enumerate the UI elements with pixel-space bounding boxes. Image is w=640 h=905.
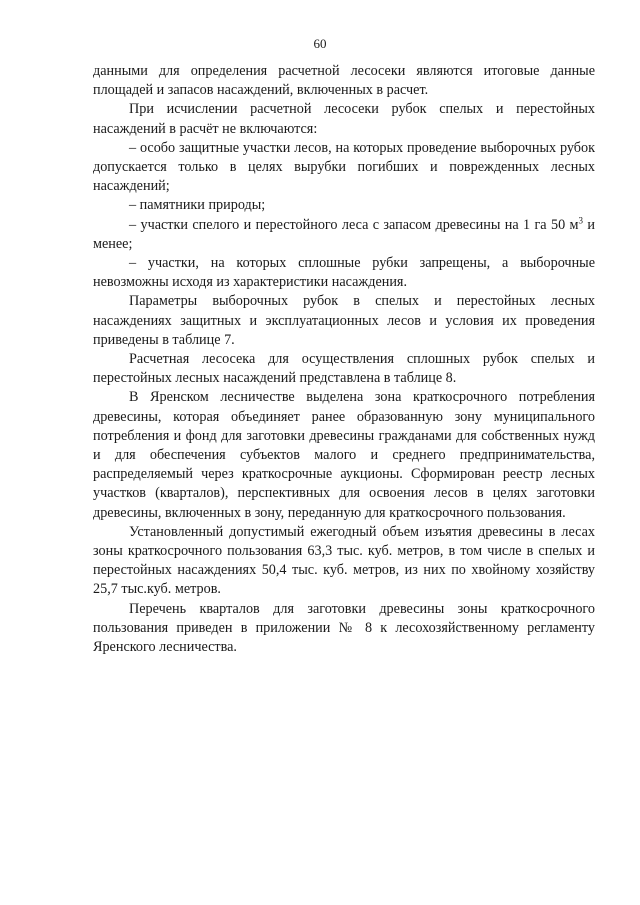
list-item-nature-monuments: – памятники природы; <box>129 197 266 214</box>
list-item-clearcut-prohibited: – участки, на которых сплошные рубки запрещены, а выборочные невозможны исходя из характеристики насаждения. <box>93 255 595 291</box>
superscript-cubic: 3 <box>578 214 584 225</box>
paragraph-annual-volume: Установленный допустимый ежегодный объем изъятия древесины в лесах зоны краткосрочного пользования 63,3 тыс. куб. метров, в том числе в спелых и перестойных насаждениях 50,4 тыс. куб. метров, из них по хвойному хозяйству 25,7 тыс.куб. метров. <box>93 523 595 598</box>
paragraph-appendix-reference: Перечень кварталов для заготовки древесины зоны краткосрочного пользования приведен в приложении № 8 к лесохозяйственному регламенту Яренского лесничества. <box>93 600 595 656</box>
list-item-low-stock-text: – участки спелого и перестойного леса с запасом древесины на 1 га 50 м <box>129 216 579 233</box>
paragraph-clearcut-table: Расчетная лесосека для осуществления сплошных рубок спелых и перестойных лесных насаждений представлена в таблице 8. <box>93 351 595 387</box>
list-item-low-stock-tail: и менее; <box>93 216 595 252</box>
paragraph-short-term-zone: В Яренском лесничестве выделена зона краткосрочного потребления древесины, которая объединяет ранее образованную зону муниципального потребления и фонд для заготовки древесины гражданами для собственных нужд и для обеспечения субъектов малого и среднего предпринимательства, распределяемый через краткосрочные аукционы. Сформирован реестр лесных участков (кварталов), перспективных для освоения лесов в целях заготовки древесины, включенных в зону, переданную для краткосрочного пользования. <box>93 389 595 521</box>
paragraph-exclusions-intro: При исчислении расчетной лесосеки рубок спелых и перестойных насаждений в расчёт не включаются: <box>93 101 595 137</box>
list-item-low-stock-plots <box>93 216 595 254</box>
document-body <box>93 62 595 657</box>
list-item-protected-areas: – особо защитные участки лесов, на которых проведение выборочных рубок допускается только в целях вырубки погибших и поврежденных лесных насаждений; <box>93 139 595 195</box>
paragraph-continuation: данными для определения расчетной лесосеки являются итоговые данные площадей и запасов насаждений, включенных в расчет. <box>93 63 595 99</box>
paragraph-selective-cutting: Параметры выборочных рубок в спелых и перестойных лесных насаждениях защитных и эксплуатационных лесов и условия их проведения приведены в таблице 7. <box>93 293 595 348</box>
page-number: 60 <box>313 36 327 51</box>
